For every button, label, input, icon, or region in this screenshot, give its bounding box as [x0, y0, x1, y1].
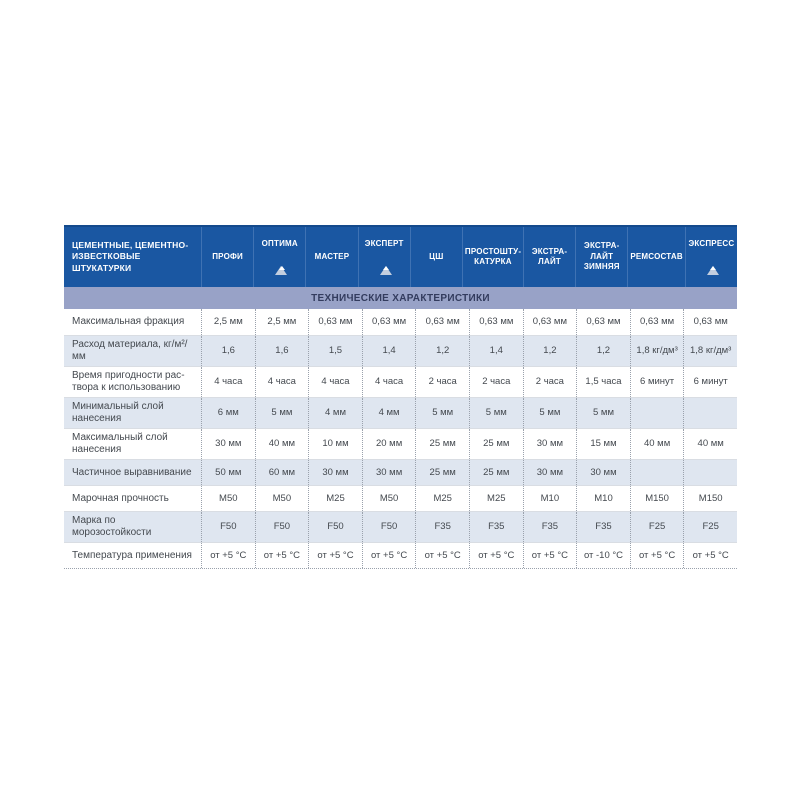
mountain-icon — [380, 266, 393, 275]
table-cell: 1,8 кг/дм³ — [683, 336, 737, 366]
table-cell: 6 мм — [201, 398, 255, 428]
table-row — [64, 366, 737, 397]
table-cell: 2,5 мм — [255, 309, 309, 335]
table-cell: 4 часа — [201, 367, 255, 397]
table-cell: М10 — [523, 486, 577, 511]
table-cell: 4 мм — [308, 398, 362, 428]
table-cell: 1,8 кг/дм³ — [630, 336, 684, 366]
row-label: Минимальный слой нанесения — [72, 401, 164, 424]
table-cell: от +5 °С — [469, 543, 523, 568]
table-cell: 0,63 мм — [362, 309, 416, 335]
table-cell: 1,2 — [415, 336, 469, 366]
column-label: ЭКСПРЕСС — [688, 239, 735, 249]
column-header-1 — [201, 227, 253, 287]
table-cell: F35 — [523, 512, 577, 542]
table-cell: 25 мм — [469, 460, 523, 485]
table-cell: 25 мм — [469, 429, 523, 459]
table-cell: 25 мм — [415, 429, 469, 459]
column-label: ОПТИМА — [261, 239, 298, 249]
table-cell: 1,5 часа — [576, 367, 630, 397]
row-label: Марка по морозостойкости — [72, 515, 152, 538]
mountain-icon — [707, 266, 720, 275]
table-cell: 10 мм — [308, 429, 362, 459]
table-cell: 6 минут — [630, 367, 684, 397]
table-cell: 2 часа — [523, 367, 577, 397]
table-cell: 1,4 — [362, 336, 416, 366]
table-cell: 30 мм — [523, 429, 577, 459]
table-cell — [630, 398, 684, 428]
table-cell: от +5 °С — [523, 543, 577, 568]
table-cell: 4 часа — [255, 367, 309, 397]
column-label: ЭКСПЕРТ — [364, 239, 404, 249]
table-cell: от +5 °С — [308, 543, 362, 568]
table-cell: 30 мм — [308, 460, 362, 485]
table-cell: 5 мм — [469, 398, 523, 428]
column-label: РЕМСОСТАВ — [630, 251, 683, 261]
table-cell: 6 минут — [683, 367, 737, 397]
row-label: Марочная прочность — [72, 492, 169, 504]
table-row — [64, 335, 737, 366]
table-cell: от +5 °С — [683, 543, 737, 568]
table-cell: F25 — [683, 512, 737, 542]
column-header-6 — [462, 227, 523, 287]
table-cell: М25 — [469, 486, 523, 511]
table-row — [64, 511, 737, 542]
table-cell: 40 мм — [255, 429, 309, 459]
table-cell: 50 мм — [201, 460, 255, 485]
table-cell: 4 часа — [308, 367, 362, 397]
table-cell: 0,63 мм — [683, 309, 737, 335]
table-cell: 60 мм — [255, 460, 309, 485]
column-header-2 — [253, 227, 305, 287]
table-cell: от +5 °С — [201, 543, 255, 568]
table-cell: 40 мм — [683, 429, 737, 459]
table-cell: от +5 °С — [630, 543, 684, 568]
table-cell: 5 мм — [415, 398, 469, 428]
table-cell: М150 — [630, 486, 684, 511]
table-cell: 0,63 мм — [576, 309, 630, 335]
row-label: Температура применения — [72, 549, 192, 561]
column-label: МАСТЕР — [314, 251, 350, 261]
table-cell: 2 часа — [415, 367, 469, 397]
table-cell: F50 — [308, 512, 362, 542]
column-header-7 — [523, 227, 575, 287]
table-cell: F35 — [469, 512, 523, 542]
table-cell: М150 — [683, 486, 737, 511]
table-cell: 30 мм — [362, 460, 416, 485]
table-cell: 2 часа — [469, 367, 523, 397]
table-cell: 1,2 — [576, 336, 630, 366]
table-cell: 30 мм — [201, 429, 255, 459]
table-cell: 5 мм — [255, 398, 309, 428]
table-cell: М25 — [415, 486, 469, 511]
column-header-4 — [358, 227, 410, 287]
table-cell: 0,63 мм — [415, 309, 469, 335]
table-cell: 1,4 — [469, 336, 523, 366]
table-row — [64, 397, 737, 428]
table-cell: от +5 °С — [362, 543, 416, 568]
column-label: ЦШ — [429, 251, 444, 261]
column-header-9 — [627, 227, 684, 287]
column-label: ЭКСТРА-ЛАЙТ — [531, 246, 568, 266]
table-row — [64, 459, 737, 485]
table-cell: 5 мм — [523, 398, 577, 428]
row-label: Максимальная фракция — [72, 316, 185, 327]
table-cell — [683, 398, 737, 428]
table-cell: 5 мм — [576, 398, 630, 428]
table-row — [64, 309, 737, 335]
table-cell: F35 — [576, 512, 630, 542]
table-cell: 2,5 мм — [201, 309, 255, 335]
table-cell: 0,63 мм — [469, 309, 523, 335]
table-cell — [683, 460, 737, 485]
corner-header: ЦЕМЕНТНЫЕ, ЦЕМЕНТНО-ИЗВЕСТКОВЫЕ ШТУКАТУРКИ — [72, 240, 189, 273]
table-cell: 20 мм — [362, 429, 416, 459]
row-label: Частичное выравнивание — [72, 466, 192, 478]
column-label: ЭКСТРА-ЛАЙТ ЗИМНЯЯ — [583, 241, 620, 272]
row-label: Расход материала, кг/м²/мм — [72, 339, 188, 362]
table-cell: М25 — [308, 486, 362, 511]
table-cell: F35 — [415, 512, 469, 542]
table-cell: М50 — [201, 486, 255, 511]
column-header-10 — [685, 227, 737, 287]
table-cell: F25 — [630, 512, 684, 542]
table-cell — [630, 460, 684, 485]
table-cell: М50 — [362, 486, 416, 511]
table-cell: 4 часа — [362, 367, 416, 397]
table-cell: от -10 °С — [576, 543, 630, 568]
table-cell: 0,63 мм — [630, 309, 684, 335]
table-cell: от +5 °С — [415, 543, 469, 568]
table-cell: 30 мм — [523, 460, 577, 485]
table-cell: 0,63 мм — [523, 309, 577, 335]
table-cell: 1,6 — [201, 336, 255, 366]
table-cell: F50 — [255, 512, 309, 542]
table-cell: 40 мм — [630, 429, 684, 459]
table-row — [64, 428, 737, 459]
column-label: ПРОСТОШТУКАТУРКА — [464, 246, 521, 266]
column-header-3 — [305, 227, 357, 287]
section-band: ТЕХНИЧЕСКИЕ ХАРАКТЕРИСТИКИ — [64, 287, 737, 309]
column-label: ПРОФИ — [212, 251, 243, 261]
column-header-5 — [410, 227, 462, 287]
table-cell: 1,2 — [523, 336, 577, 366]
table-cell: 1,5 — [308, 336, 362, 366]
row-label: Максимальный слой нанесения — [72, 432, 168, 455]
row-label: Время пригодности раствора к использованию — [72, 370, 185, 393]
table-cell: 1,6 — [255, 336, 309, 366]
table-cell: 25 мм — [415, 460, 469, 485]
table-row — [64, 542, 737, 568]
table-cell: М10 — [576, 486, 630, 511]
table-cell: 15 мм — [576, 429, 630, 459]
table-cell: 4 мм — [362, 398, 416, 428]
spec-table — [64, 225, 737, 569]
table-header-row — [64, 225, 737, 287]
table-body — [64, 309, 737, 569]
table-cell: от +5 °С — [255, 543, 309, 568]
table-cell: 0,63 мм — [308, 309, 362, 335]
table-cell: F50 — [201, 512, 255, 542]
table-cell: М50 — [255, 486, 309, 511]
table-cell: F50 — [362, 512, 416, 542]
table-cell: 30 мм — [576, 460, 630, 485]
table-row — [64, 485, 737, 511]
column-header-8 — [575, 227, 627, 287]
mountain-icon — [275, 266, 288, 275]
